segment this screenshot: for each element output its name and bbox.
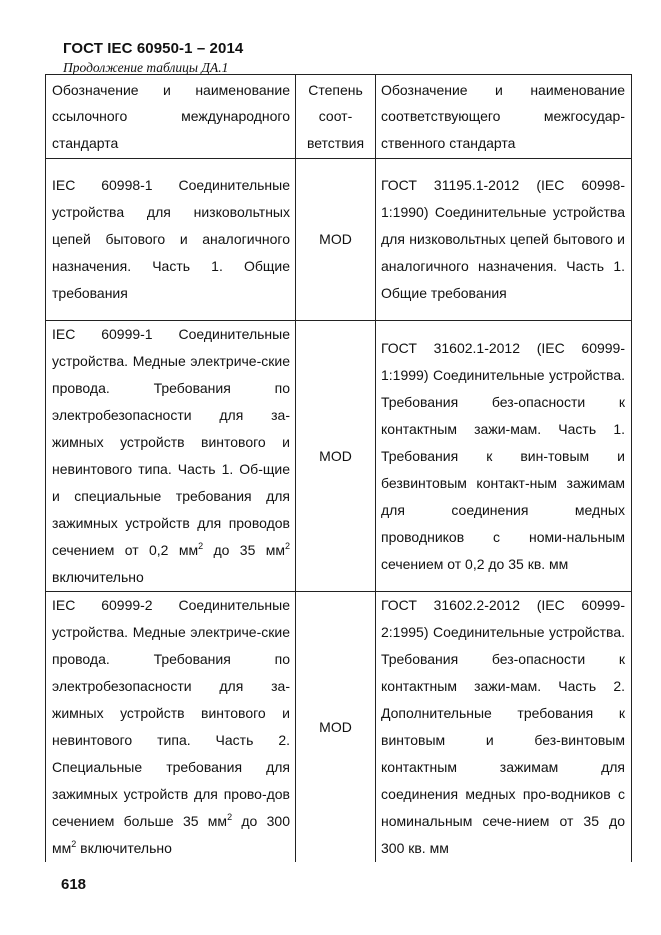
interstate-standard-text: ГОСТ 31195.1-2012 (IEC 60998-1:1990) Соединительные устройства для низковольтных цепей бытового и аналогичного назначения. Часть 1. Общие требования — [381, 177, 625, 301]
cell-interstate-standard — [376, 321, 632, 592]
text-run: включительно — [76, 840, 172, 856]
table-row — [46, 592, 632, 863]
header-international-text: Обозначение и наименование ссылочного международного стандарта — [52, 81, 290, 151]
page-number: 618 — [61, 876, 87, 893]
international-standard-text: IEC 60998-1 Соединительные устройства для низковольтных цепей бытового и аналогичного назначения. Часть 1. Общие требования — [52, 177, 290, 301]
degree-value: MOD — [319, 447, 352, 464]
cell-international-standard — [46, 592, 296, 863]
international-standard-text — [46, 592, 295, 862]
cell-degree — [296, 592, 376, 863]
header-cell-international — [46, 75, 296, 159]
superscript: 2 — [198, 541, 204, 551]
header-interstate-text: Обозначение и наименование соответствующего межгосудар-ственного стандарта — [381, 81, 625, 151]
standard-title: ГОСТ IEC 60950-1 – 2014 — [63, 40, 244, 57]
text-run: IEC 60999-2 Соединительные устройства. Медные электриче-ские провода. Требования по электробезопасности для за-жимных устройств винтового и невинтового типа. Часть 2. Специальные требования для зажимных устройств для прово-дов сечением больше 35 мм — [52, 597, 290, 829]
international-standard-text — [46, 321, 295, 591]
cell-interstate-standard — [376, 159, 632, 321]
cell-international-standard — [46, 321, 296, 592]
superscript: 2 — [227, 812, 233, 822]
table-caption: Продолжение таблицы ДА.1 — [63, 60, 229, 75]
table-row — [46, 159, 632, 321]
cell-degree — [296, 159, 376, 321]
text-run: до 35 мм — [203, 542, 285, 558]
interstate-standard-text: ГОСТ 31602.2-2012 (IEC 60999-2:1995) Соединительные устройства. Требования без-опасности к контактным зажи-мам. Часть 2. Дополнительные требования к винтовым и без-винтовым контактным зажимам для соединения медных про-водников с номинальным сече-нием от 35 до 300 кв. мм — [381, 597, 625, 856]
superscript: 2 — [284, 541, 290, 551]
cell-international-standard — [46, 159, 296, 321]
cell-interstate-standard — [376, 592, 632, 863]
standards-table — [45, 74, 632, 862]
header-cell-interstate — [376, 75, 632, 159]
degree-value: MOD — [319, 718, 352, 735]
interstate-standard-text: ГОСТ 31602.1-2012 (IEC 60999-1:1999) Соединительные устройства. Требования без-опасности к контактным зажи-мам. Часть 1. Требования к вин-товым и безвинтовым контакт-ным зажимам для соединения медных проводников с номи-нальным сечением от 0,2 до 35 кв. мм — [381, 339, 625, 572]
text-run: IEC 60999-1 Соединительные устройства. Медные электриче-ские провода. Требования по электробезопасности для за-жимных устройств винтового и невинтового типа. Часть 1. Об-щие и специальные требования для зажимных устройств для проводов сечением от 0,2 мм — [52, 326, 290, 558]
cell-degree — [296, 321, 376, 592]
superscript: 2 — [71, 839, 77, 849]
degree-value: MOD — [319, 231, 352, 247]
table-row — [46, 321, 632, 592]
header-cell-degree — [296, 75, 376, 159]
text-run: включительно — [52, 569, 144, 585]
table-header-row — [46, 75, 632, 159]
header-degree-text: Степень соот-ветствия — [306, 81, 365, 151]
text-run: до 300 мм — [52, 813, 290, 856]
